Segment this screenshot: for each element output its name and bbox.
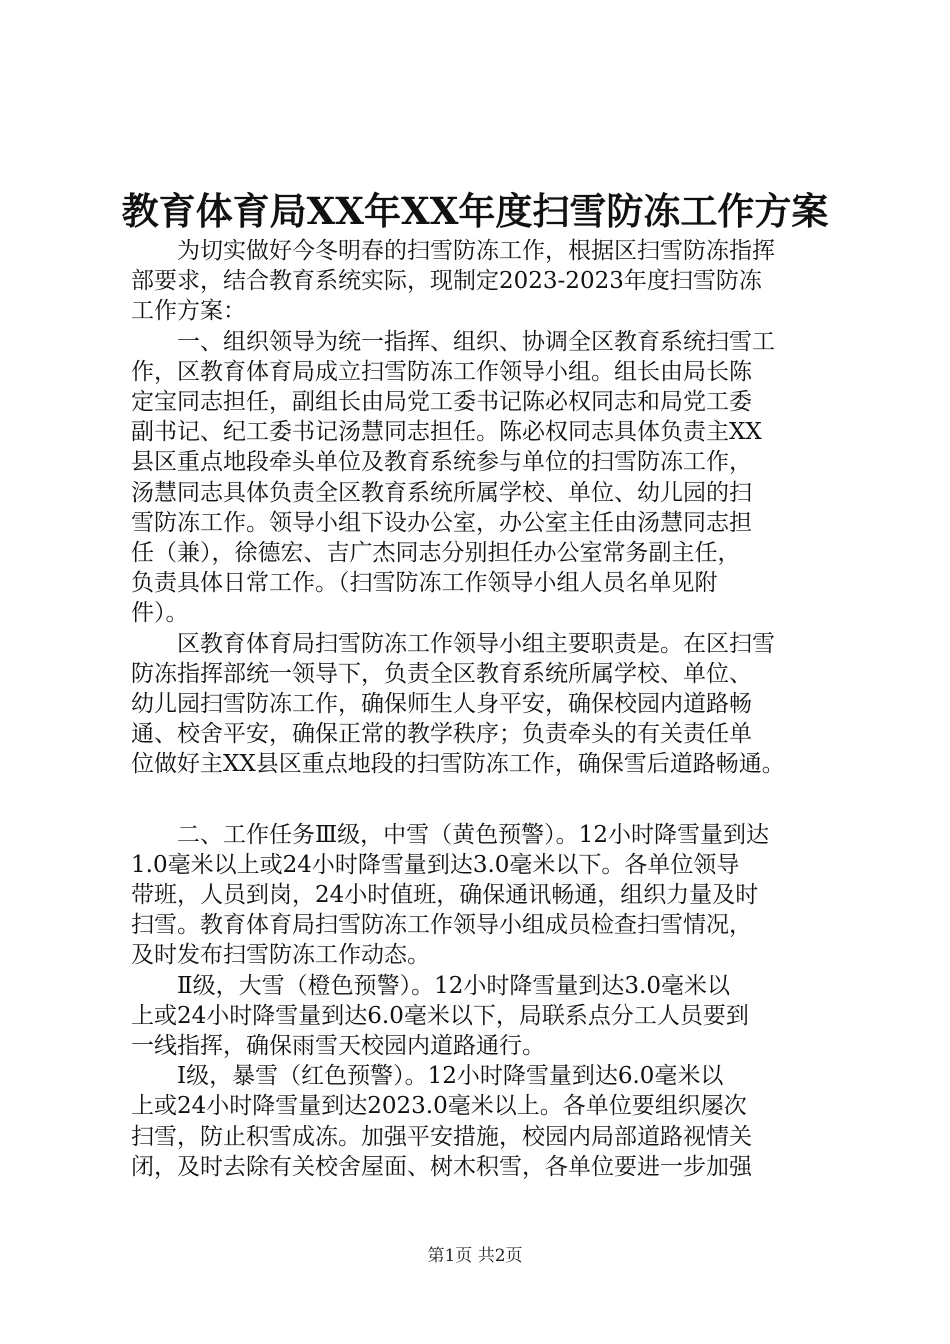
text-line: 及时发布扫雪防冻工作动态。 [131,942,430,969]
text-line: 幼儿园扫雪防冻工作，确保师生人身平安，确保校园内道路畅 [131,691,752,718]
text-line: 一、组织领导为统一指挥、组织、协调全区教育系统扫雪工 [177,328,775,355]
text-line: 任（兼），徐德宏、吉广杰同志分别担任办公室常务副主任， [131,540,741,567]
paragraph-level-1 [131,1061,853,1182]
text-line: 汤慧同志具体负责全区教育系统所属学校、单位、幼儿园的扫 [131,479,752,506]
page-number-footer: 第1页 共2页 [427,1246,523,1266]
text-line: 件）。 [131,600,189,627]
paragraph-intro [131,236,853,327]
text-line: 扫雪。教育体育局扫雪防冻工作领导小组成员检查扫雪情况， [131,912,752,939]
text-line: 位做好主XX县区重点地段的扫雪防冻工作，确保雪后道路畅通。 [131,751,785,778]
text-line: 上或24小时降雪量到达6.0毫米以下，局联系点分工人员要到 [131,1002,749,1029]
text-line: 通、校舍平安，确保正常的教学秩序；负责牵头的有关责任单 [131,721,752,748]
document-body [131,236,853,1182]
paragraph-gap [131,780,853,820]
text-line: 雪防冻工作。领导小组下设办公室，办公室主任由汤慧同志担 [131,509,752,536]
text-line: 为切实做好今冬明春的扫雪防冻工作，根据区扫雪防冻指挥 [177,238,775,264]
text-line: 一线指挥，确保雨雪天校园内道路通行。 [131,1033,545,1060]
text-line: 二、工作任务Ⅲ级，中雪（黄色预警）。12小时降雪量到达 [177,821,769,848]
text-line: 作，区教育体育局成立扫雪防冻工作领导小组。组长由局长陈 [131,358,752,385]
text-line: 扫雪，防止积雪成冻。加强平安措施，校园内局部道路视情关 [131,1123,752,1150]
text-line: 区教育体育局扫雪防冻工作领导小组主要职责是。在区扫雪 [177,630,775,657]
text-line: Ⅱ级，大雪（橙色预警）。12小时降雪量到达3.0毫米以 [177,972,730,999]
text-line: 部要求，结合教育系统实际，现制定2023-2023年度扫雪防冻 [131,268,762,295]
text-line: 定宝同志担任，副组长由局党工委书记陈必权同志和局党工委 [131,389,752,416]
text-line: 闭，及时去除有关校舍屋面、树木积雪，各单位要进一步加强 [131,1153,752,1180]
text-line: 副书记、纪工委书记汤慧同志担任。陈必权同志具体负责主XX [131,419,762,446]
text-line: 县区重点地段牵头单位及教育系统参与单位的扫雪防冻工作， [131,449,752,476]
text-line: 上或24小时降雪量到达2023.0毫米以上。各单位要组织屡次 [131,1093,747,1120]
paragraph-level-2 [131,971,853,1062]
text-line: 1.0毫米以上或24小时降雪量到达3.0毫米以下。各单位领导 [131,851,740,878]
paragraph-organization [131,327,853,629]
paragraph-duties [131,629,853,780]
text-line: 防冻指挥部统一领导下，负责全区教育系统所属学校、单位、 [131,660,752,687]
document-title: 教育体育局XX年XX年度扫雪防冻工作方案 [121,189,829,233]
text-line: 负责具体日常工作。（扫雪防冻工作领导小组人员名单见附 [131,570,718,597]
text-line: 工作方案： [131,298,246,325]
text-line: Ⅰ级，暴雪（红色预警）。12小时降雪量到达6.0毫米以 [177,1063,724,1090]
paragraph-level-3 [131,820,853,971]
text-line: 带班，人员到岗，24小时值班，确保通讯畅通，组织力量及时 [131,882,759,909]
